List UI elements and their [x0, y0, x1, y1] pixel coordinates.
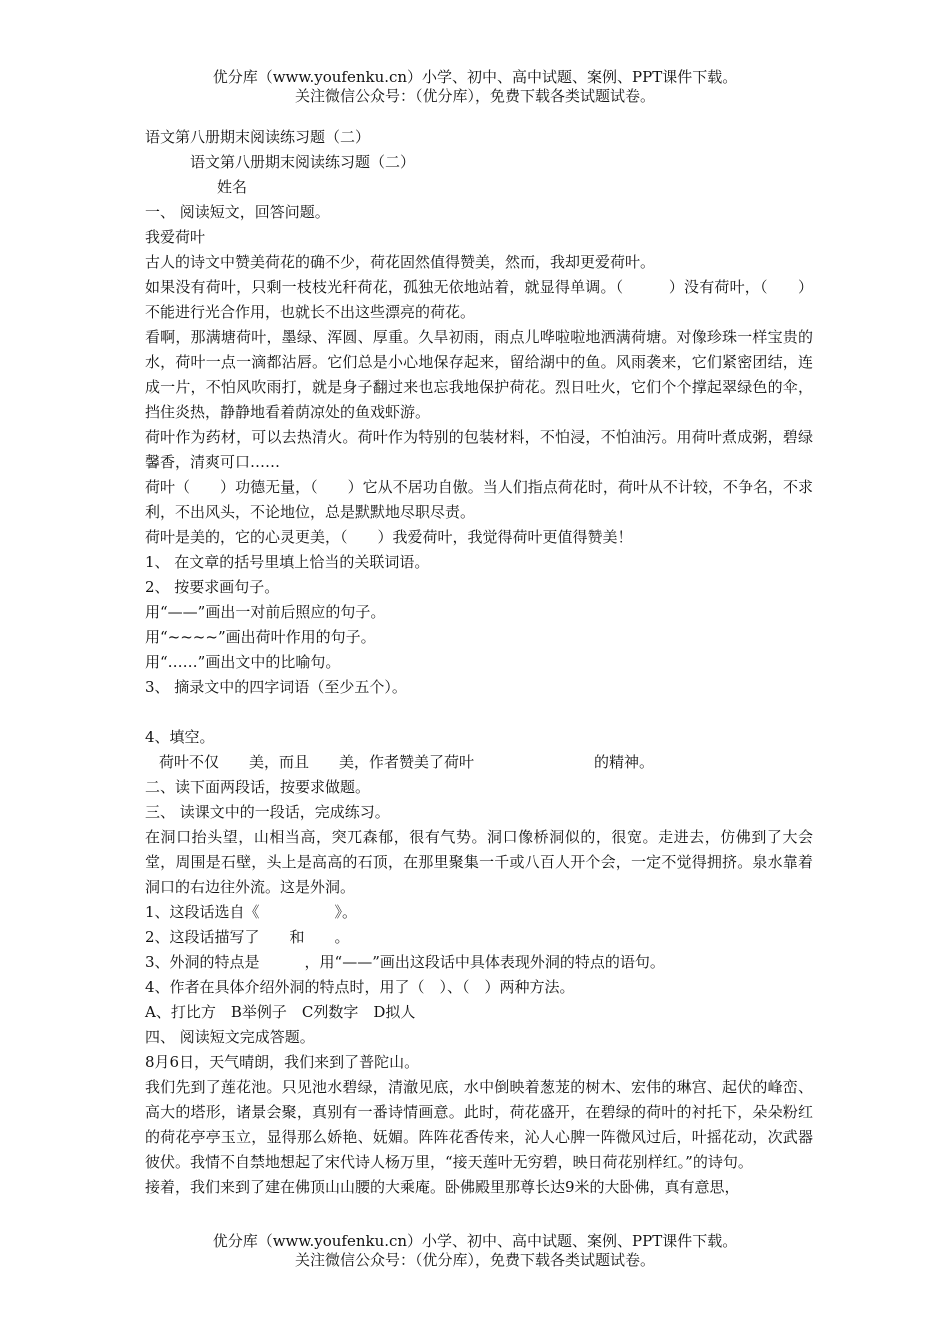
question-2c: 用“……”画出文中的比喻句。 — [145, 653, 341, 671]
section3-question-4-options: A、打比方 B举例子 C列数字 D拟人 — [145, 1003, 416, 1021]
header-line-1: 优分库（www.youfenku.cn）小学、初中、高中试题、案例、PPT课件下载。 — [212, 68, 738, 86]
section4-date-line: 8月6日，天气晴朗，我们来到了普陀山。 — [145, 1053, 420, 1071]
section3-question-4: 4、作者在具体介绍外洞的特点时，用了（ ）、（ ）两种方法。 — [145, 978, 575, 996]
document-body — [145, 125, 813, 1200]
question-2b: 用“~~~~”画出荷叶作用的句子。 — [145, 628, 376, 646]
section1-paragraph-4: 荷叶作为药材，可以去热清火。荷叶作为特别的包装材料，不怕浸，不怕油污。用荷叶煮成粥，碧绿馨香，清爽可口…… — [145, 428, 813, 471]
section4-paragraph-2: 接着，我们来到了建在佛顶山山腰的大乘庵。卧佛殿里那尊长达9米的大卧佛，真有意思， — [145, 1178, 740, 1196]
doc-title-2: 语文第八册期末阅读练习题（二） — [190, 153, 416, 171]
section2-heading: 二、读下面两段话，按要求做题。 — [145, 778, 371, 796]
section3-heading: 三、 读课文中的一段话，完成练习。 — [145, 803, 390, 821]
section3-question-3: 3、外洞的特点是 ，用“——”画出这段话中具体表现外洞的特点的语句。 — [145, 953, 665, 971]
section1-title: 我爱荷叶 — [145, 228, 206, 246]
section1-paragraph-1: 古人的诗文中赞美荷花的确不少，荷花固然值得赞美，然而，我却更爱荷叶。 — [145, 253, 656, 271]
section1-heading: 一、 阅读短文，回答问题。 — [145, 203, 330, 221]
footer-line-2: 关注微信公众号：（优分库），免费下载各类试题试卷。 — [294, 1251, 655, 1269]
section4-paragraph-1: 我们先到了莲花池。只见池水碧绿，清澈见底，水中倒映着葱茏的树木、宏伟的琳宫、起伏的峰峦、高大的塔形，诸景会聚，真别有一番诗情画意。此时，荷花盛开，在碧绿的荷叶的衬托下，朵朵粉红的荷花亭亭玉立，显得那么娇艳、妩媚。阵阵花香传来，沁人心脾一阵微风过后，叶摇花动，次武器彼伏。我情不自禁地想起了宋代诗人杨万里，“接天莲叶无穷碧，映日荷花别样红。”的诗句。 — [145, 1078, 813, 1171]
question-2a: 用“——”画出一对前后照应的句子。 — [145, 603, 386, 621]
section4-heading: 四、 阅读短文完成答题。 — [145, 1028, 315, 1046]
section1-paragraph-6: 荷叶是美的，它的心灵更美，（ ）我爱荷叶，我觉得荷叶更值得赞美！ — [145, 528, 633, 546]
section3-paragraph: 在洞口抬头望，山相当高，突兀森郁，很有气势。洞口像桥洞似的，很宽。走进去，仿佛到了大会堂，周围是石壁，头上是高高的石顶，在那里聚集一千或八百人开个会，一定不觉得拥挤。泉水靠着洞口的右边往外流。这是外洞。 — [145, 828, 813, 896]
section3-question-1: 1、这段话选自《 》。 — [145, 903, 358, 921]
section3-question-2: 2、这段话描写了 和 。 — [145, 928, 350, 946]
page-footer — [0, 1232, 950, 1270]
question-2: 2、 按要求画句子。 — [145, 578, 280, 596]
answer-space — [145, 700, 813, 725]
question-1: 1、 在文章的括号里填上恰当的关联词语。 — [145, 553, 430, 571]
header-line-2: 关注微信公众号：（优分库），免费下载各类试题试卷。 — [294, 87, 655, 105]
footer-line-1: 优分库（www.youfenku.cn）小学、初中、高中试题、案例、PPT课件下载。 — [212, 1232, 738, 1250]
section1-paragraph-3: 看啊，那满塘荷叶，墨绿、浑圆、厚重。久旱初雨，雨点儿哗啦啦地洒满荷塘。对像珍珠一样宝贵的水，荷叶一点一滴都沾唇。它们总是小心地保存起来，留给湖中的鱼。风雨袭来，它们紧密团结，连成一片，不怕风吹雨打，就是身子翻过来也忘我地保护荷花。烈日吐火，它们个个撑起翠绿色的伞，挡住炎热，静静地看着荫凉处的鱼戏虾游。 — [145, 328, 813, 421]
doc-title-1: 语文第八册期末阅读练习题（二） — [145, 128, 371, 146]
page-header — [0, 68, 950, 106]
question-4: 4、填空。 — [145, 728, 215, 746]
name-label: 姓名 — [217, 178, 248, 196]
question-3: 3、 摘录文中的四字词语（至少五个）。 — [145, 678, 407, 696]
section1-paragraph-5: 荷叶（ ）功德无量，（ ）它从不居功自傲。当人们指点荷花时，荷叶从不计较，不争名，不求利，不出风头，不论地位，总是默默地尽职尽责。 — [145, 478, 813, 521]
section1-paragraph-2: 如果没有荷叶，只剩一枝枝光秆荷花，孤独无依地站着，就显得单调。（ ）没有荷叶，（ ）不能进行光合作用，也就长不出这些漂亮的荷花。 — [145, 278, 813, 321]
question-4-fill-line: 荷叶不仅 美，而且 美，作者赞美了荷叶 的精神。 — [159, 753, 655, 771]
